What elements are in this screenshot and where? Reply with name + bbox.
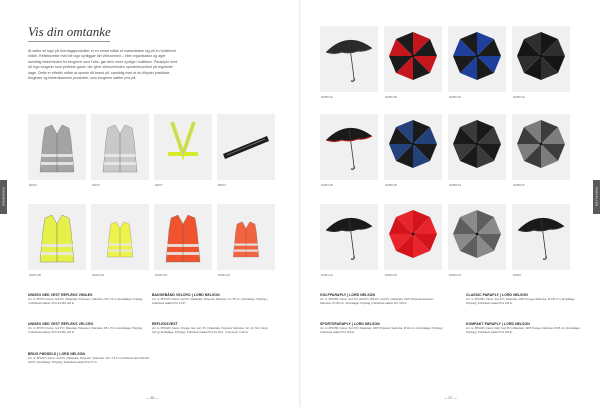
product-title: REFLEKSVEST bbox=[152, 322, 178, 326]
intro-paragraph: At sætte sit logo på hverdagsprodukter er en smart måde at markedsføre sig på en funktionel måde. Refleksveste med dit logo synliggør din virksomhed – eller organisation og øger samtidig sikkerheden for brugerne som f.eks. gør dem mere synlige i trafikken. Paraplyer med dit logo fungerer som perfekte gaver, der giver virksomheden opmærksomhed på regnfulde dage. Dette er effektiv måde at sprede dit brand på, samtidig med at du tilbyder praktiske, brugbare og betænksomme produkter, som brugerne sætter pris på. bbox=[28, 49, 178, 81]
product-image-harness bbox=[154, 114, 212, 180]
product-image-vest-yellow bbox=[28, 204, 86, 270]
umbrella-illustration bbox=[448, 26, 506, 92]
product-code: #1026 bbox=[513, 273, 521, 277]
product-image-umbrella-grey bbox=[512, 114, 570, 180]
product-image-umbrella-small-red bbox=[384, 204, 442, 270]
product-title: UNISEX NED VEST REFLEKS VINILES bbox=[28, 293, 93, 297]
product-code: #1054-05 bbox=[321, 183, 333, 187]
product-image-umbrella-black-grey bbox=[448, 114, 506, 180]
umbrella-illustration bbox=[384, 204, 442, 270]
product-code: #1022-05 bbox=[155, 273, 167, 277]
product-image-vest-orange bbox=[154, 204, 212, 270]
product-code: #2070 bbox=[29, 183, 37, 187]
product-image-umbrella-black-red bbox=[320, 114, 378, 180]
product-code: #1021-05 bbox=[29, 273, 41, 277]
product-image-umbrella-blue-black bbox=[448, 26, 506, 92]
vest-illustration bbox=[28, 114, 86, 180]
vest-illustration bbox=[28, 204, 86, 270]
product-code: #1056-01 bbox=[513, 95, 525, 99]
product-image-umbrella-small-black-2 bbox=[512, 204, 570, 270]
product-code: #1024-04 bbox=[218, 273, 230, 277]
product-description: Art. nr. #P1055 | Farve: Sort PU, Rød PU, Blå PU, Grå PU | Materiale: 190T Polyester/polyester Størrelse: Ø 130 cm | Emballage: Polybag | Individuelt pakket Pris 139 kr. bbox=[320, 298, 434, 305]
umbrella-illustration bbox=[320, 26, 378, 92]
product-code: #1026-04 bbox=[449, 273, 461, 277]
product-image-vest-lightgrey bbox=[91, 114, 149, 180]
product-code: #2070 bbox=[92, 183, 100, 187]
product-title: SPORTSPARAPLY | LORD NELSON bbox=[320, 322, 380, 326]
product-image-umbrella-black bbox=[512, 26, 570, 92]
product-description: Art. nr. #P7076 | Farve: Gul PU | Materiale: Polyester Størrelse: 9 x 35 cm | Emballage: Polybag | Individuelt pakket Pris 14,97 bbox=[152, 298, 268, 305]
product-description: Art. nr. #P070 | Farve: Grå PU | Materiale: Polyester | Størrelse: 68 x 70 cm Emballage: Polybag | Individuelt pakket | Pris fra Rbt 124 kr. bbox=[28, 298, 143, 305]
left-side-tab: SIKKERHED bbox=[0, 180, 7, 214]
product-code: #1021-01 bbox=[321, 273, 333, 277]
vest-illustration bbox=[217, 114, 275, 180]
product-description: Art. nr. #P073 | Farve: Gul PU | Materiale: Polyester | Størrelse: 68 x 70 cm Emballage: Polybag | Individuelt pakket | Pris fra Rbt 123 kr. bbox=[28, 327, 142, 334]
product-title: KOMPAKT PARAPLY | LORD NELSON bbox=[466, 322, 530, 326]
umbrella-illustration bbox=[512, 114, 570, 180]
umbrella-illustration bbox=[512, 26, 570, 92]
page-heading: Vis din omtanke bbox=[28, 24, 111, 39]
product-image-umbrella-black-side bbox=[320, 26, 378, 92]
product-description: Art. nr. #P1024 | Farve: Orange, Gul, sort, PU | Materiale: Polyester Størrelse: 3xl, 4xl, 5xl | Vægt: 110 g | Emballage: Polybag | Individuelt pakket Pris fra 18 kr. | Farvetryk: 4 farver bbox=[152, 327, 269, 334]
vest-illustration bbox=[154, 204, 212, 270]
umbrella-illustration bbox=[384, 114, 442, 180]
umbrella-illustration bbox=[320, 114, 378, 180]
umbrella-illustration bbox=[320, 204, 378, 270]
right-page-number: — 87 — bbox=[444, 396, 457, 400]
product-title: BRUG FØDSELS | LORD NELSON bbox=[28, 352, 86, 356]
product-title: GOLFPARAPLY | LORD NELSON bbox=[320, 293, 376, 297]
product-code: #1056-03 bbox=[449, 95, 461, 99]
left-page-number: — 86 — bbox=[146, 396, 159, 400]
product-description: Art. nr. #P1058 | Farve: Sort PU | Materiale: 190T Polyester Størrelse: Ø 112 cm | Emballage: Polybag | Individuelt pakket Pris 229 kr. bbox=[320, 327, 443, 334]
product-code: #8073 bbox=[218, 183, 226, 187]
product-code: #3077 bbox=[155, 183, 163, 187]
product-code: #1058-04 bbox=[449, 183, 461, 187]
product-code: #1024-02 bbox=[92, 273, 104, 277]
product-image-umbrella-small-grey bbox=[448, 204, 506, 270]
product-code: #1058-07 bbox=[513, 183, 525, 187]
product-image-umbrella-red-black bbox=[384, 26, 442, 92]
umbrella-illustration bbox=[448, 114, 506, 180]
product-image-kidvest-yellow bbox=[91, 204, 149, 270]
product-image-band bbox=[217, 114, 275, 180]
product-code: #1058-05 bbox=[385, 183, 397, 187]
vest-illustration bbox=[91, 114, 149, 180]
product-image-vest-grey bbox=[28, 114, 86, 180]
umbrella-illustration bbox=[384, 26, 442, 92]
product-description: Art. nr. #P1026 | Farve: Rød, Sort PU | Materiale: 190T Pongee Størrelse: Ø 95 cm | Emballage: Polybag | Individuelt pakket Pris 109 kr. bbox=[466, 327, 581, 334]
product-code: #1056-05 bbox=[385, 95, 397, 99]
product-code: #1026-05 bbox=[385, 273, 397, 277]
umbrella-illustration bbox=[512, 204, 570, 270]
vest-illustration bbox=[217, 204, 275, 270]
product-image-umbrella-black-blue bbox=[384, 114, 442, 180]
vest-illustration bbox=[154, 114, 212, 180]
umbrella-illustration bbox=[448, 204, 506, 270]
product-image-umbrella-small-black bbox=[320, 204, 378, 270]
heading-rule bbox=[28, 41, 110, 42]
product-description: Art. nr. #P1027 | Farve: Gul PU | Materiale: Polyester | Størrelse: 18 x 7,5 cm Certificeret efter EN ISO 20471 | Emballage: Polybag | Individuelt pakket Pris 27 kr. bbox=[28, 357, 150, 364]
product-image-kidvest-orange bbox=[217, 204, 275, 270]
product-title: UNISEX NED VEST REFLEKS VELCRO bbox=[28, 322, 94, 326]
product-code: #1055-01 bbox=[321, 95, 333, 99]
product-description: Art. nr. #P1056 | Farve: Sort PU | Materiale: 190T Pongee Størrelse: Ø 105 cm | Emballage: Polybag | Individuelt pakket Pris 189 kr. bbox=[466, 298, 576, 305]
vest-illustration bbox=[91, 204, 149, 270]
right-side-tab: PARAPLYER bbox=[593, 180, 600, 214]
page-fold bbox=[299, 0, 301, 407]
product-title: CLASSIC PARAPLY | LORD NELSON bbox=[466, 293, 528, 297]
product-title: BADGEBÅND VELCRO | LORD NELSON bbox=[152, 293, 220, 297]
